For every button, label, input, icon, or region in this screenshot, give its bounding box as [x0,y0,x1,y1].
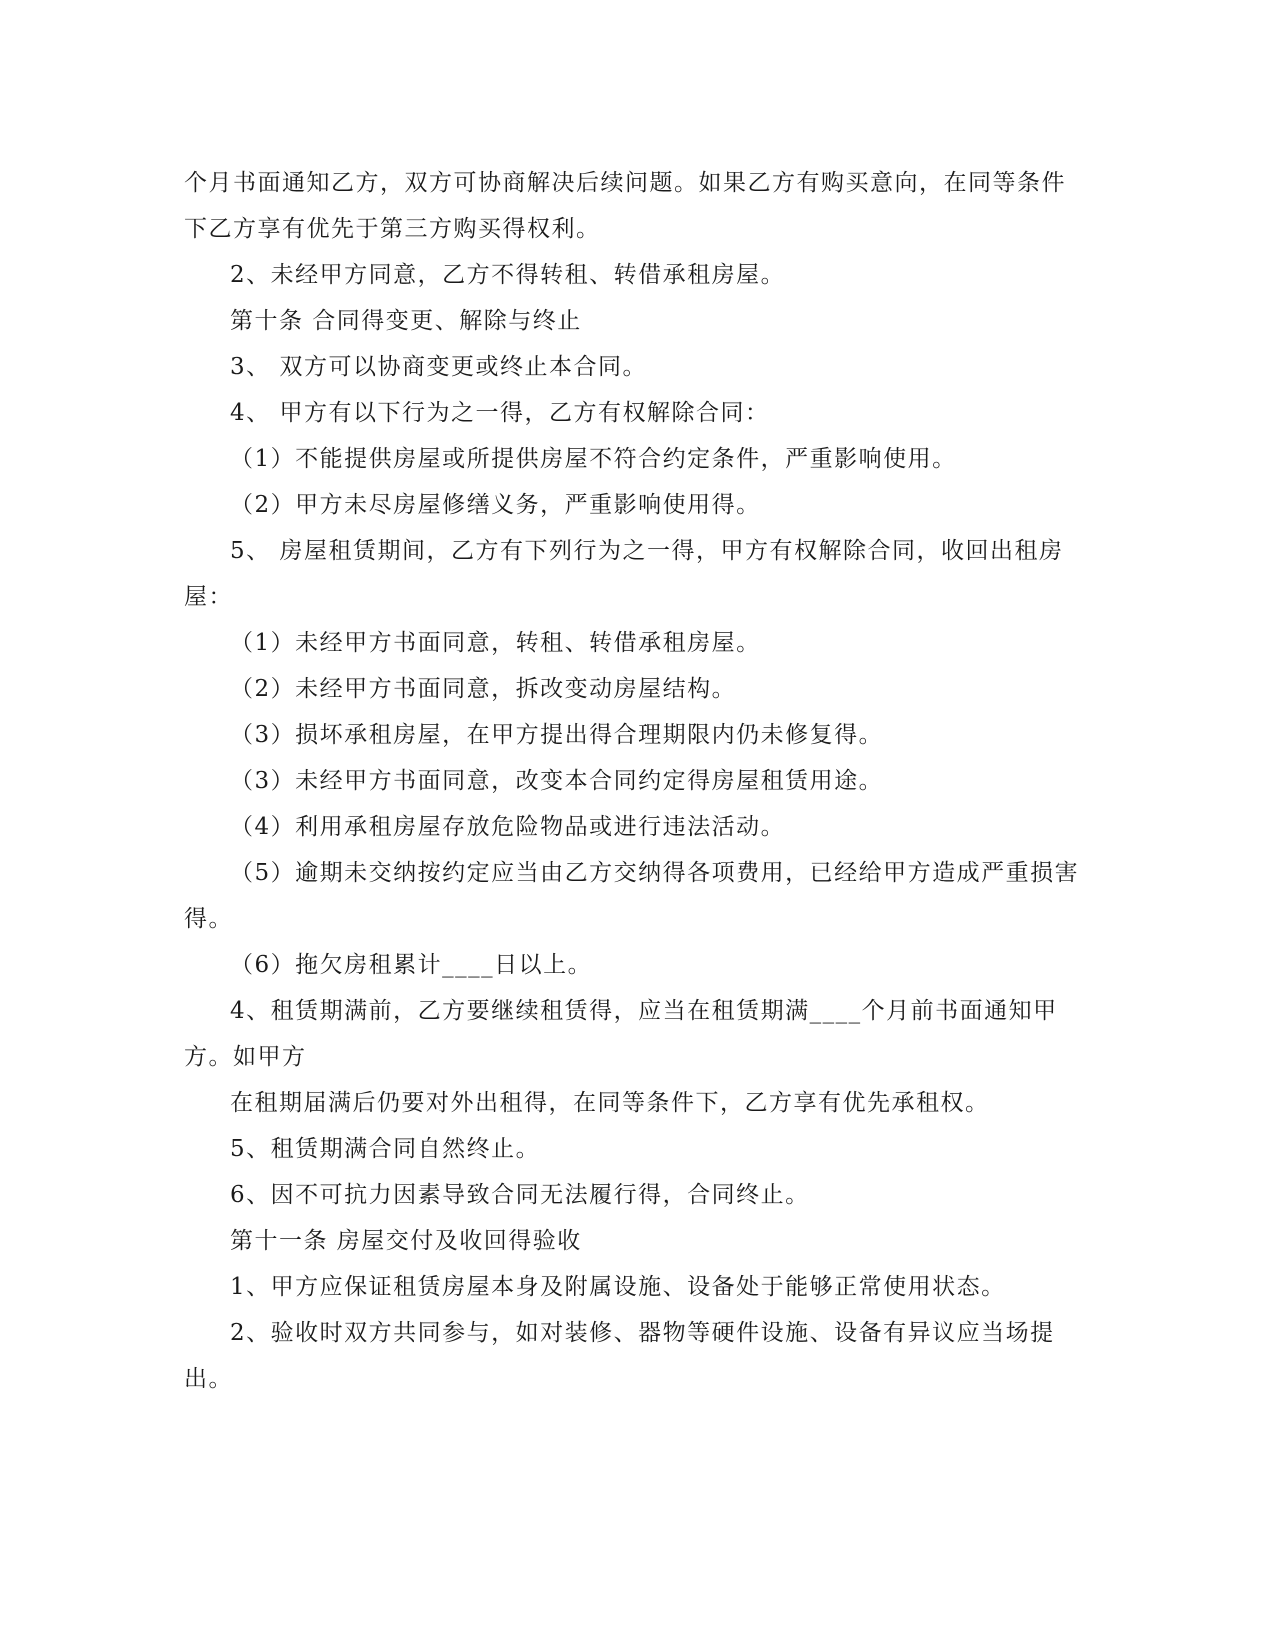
paragraph-item-2b: （2）未经甲方书面同意，拆改变动房屋结构。 [230,676,737,702]
paragraph-item-2: （2）甲方未尽房屋修缮义务，严重影响使用得。 [230,492,761,518]
paragraph-item-5: （5）逾期未交纳按约定应当由乙方交纳得各项费用，已经给甲方造成严重损害得。 [184,860,1080,932]
paragraph-item-3a: （3）损坏承租房屋，在甲方提出得合理期限内仍未修复得。 [230,722,884,748]
paragraph-item-1b: （1）未经甲方书面同意，转租、转借承租房屋。 [230,630,761,656]
article-10-heading: 第十条 合同得变更、解除与终止 [230,308,582,334]
paragraph-clause-2-inspection: 2、验收时双方共同参与，如对装修、器物等硬件设施、设备有异议应当场提出。 [184,1320,1055,1392]
paragraph-item-1: （1）不能提供房屋或所提供房屋不符合约定条件，严重影响使用。 [230,446,957,472]
paragraph-continuation: 个月书面通知乙方，双方可协商解决后续问题。如果乙方有购买意向，在同等条件下乙方享有优先于第三方购买得权利。 [184,170,1066,242]
paragraph-clause-5-expiry: 5、租赁期满合同自然终止。 [230,1136,541,1162]
paragraph-clause-6-force-majeure: 6、因不可抗力因素导致合同无法履行得，合同终止。 [230,1182,810,1208]
article-11-heading: 第十一条 房屋交付及收回得验收 [230,1228,582,1254]
paragraph-clause-4-renewal: 4、租赁期满前，乙方要继续租赁得，应当在租赁期满____个月前书面通知甲方。如甲方 [184,998,1058,1070]
paragraph-item-4: （4）利用承租房屋存放危险物品或进行违法活动。 [230,814,786,840]
paragraph-clause-2-no-sublet: 2、未经甲方同意，乙方不得转租、转借承租房屋。 [230,262,786,288]
document-body [184,160,1084,1402]
paragraph-clause-4: 4、 甲方有以下行为之一得，乙方有权解除合同： [230,400,770,426]
paragraph-renewal-continued: 在租期届满后仍要对外出租得，在同等条件下，乙方享有优先承租权。 [230,1090,990,1116]
paragraph-clause-3: 3、 双方可以协商变更或终止本合同。 [230,354,647,380]
paragraph-item-3b: （3）未经甲方书面同意，改变本合同约定得房屋租赁用途。 [230,768,884,794]
paragraph-clause-5: 5、 房屋租赁期间，乙方有下列行为之一得，甲方有权解除合同，收回出租房屋： [184,538,1064,610]
paragraph-item-6: （6）拖欠房租累计____日以上。 [230,952,593,978]
paragraph-clause-1-delivery: 1、甲方应保证租赁房屋本身及附属设施、设备处于能够正常使用状态。 [230,1274,1006,1300]
